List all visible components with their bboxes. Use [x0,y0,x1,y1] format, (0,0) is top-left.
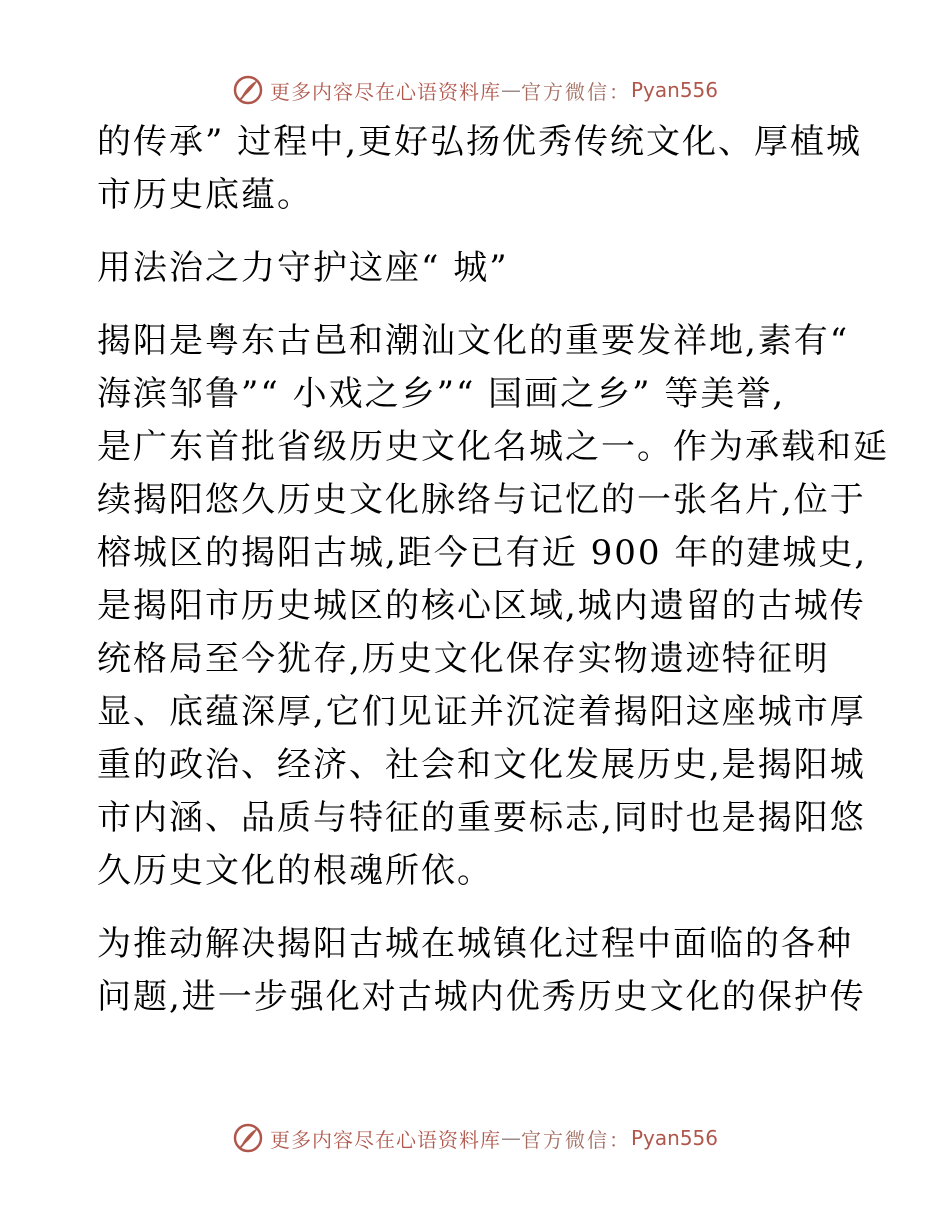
watermark-dash: — [500,1126,521,1150]
watermark-id: Pyan556 [630,1126,718,1150]
paragraph-1 [97,116,862,222]
paragraph-3 [97,918,866,1024]
text-line: 为推动解决揭阳古城在城镇化过程中面临的各种 [97,924,853,964]
text-line: 是揭阳市历史城区的核心区域,城内遗留的古城传 [97,586,866,626]
section-heading [97,242,857,295]
watermark-id: Pyan556 [630,78,718,102]
footer-watermark [0,1118,950,1158]
text-line: 的传承” 过程中,更好弘扬优秀传统文化、厚植城 [97,122,862,162]
header-watermark [0,70,950,110]
watermark-label: 官方微信： [520,79,631,104]
text-line: 显、底蕴深厚,它们见证并沉淀着揭阳这座城市厚 [97,692,866,732]
text-line: 续揭阳悠久历史文化脉络与记忆的一张名片,位于 [97,480,866,520]
text-line: 海滨邹鲁”“ 小戏之乡”“ 国画之乡” 等美誉, [97,374,786,414]
text-line: 重的政治、经济、社会和文化发展历史,是揭阳城 [97,745,866,785]
text-line: 揭阳是粤东古邑和潮汕文化的重要发祥地,素有“ [97,321,850,361]
watermark-brand: 更多内容尽在心语资料库 [269,1127,501,1152]
text-line: 榕城区的揭阳古城,距今已有近 900 年的建城史, [97,533,868,573]
text-line: 统格局至今犹存,历史文化保存实物遗迹特征明 [97,639,830,679]
document-body [97,116,889,1024]
text-line: 是广东首批省级历史文化名城之一。作为承载和延 [97,427,889,467]
watermark-dash: — [500,78,521,102]
paragraph-2 [97,315,889,898]
text-line: 久历史文化的根魂所依。 [97,851,493,891]
text-line: 市内涵、品质与特征的重要标志,同时也是揭阳悠 [97,798,866,838]
heading-line: 用法治之力守护这座“ 城” [97,248,509,288]
watermark-label: 官方微信： [520,1127,631,1152]
text-line: 市历史底蕴。 [97,175,313,215]
watermark-brand: 更多内容尽在心语资料库 [269,79,501,104]
feather-quill-icon [232,74,264,106]
text-line: 问题,进一步强化对古城内优秀历史文化的保护传 [97,977,866,1017]
feather-quill-icon [232,1122,264,1154]
